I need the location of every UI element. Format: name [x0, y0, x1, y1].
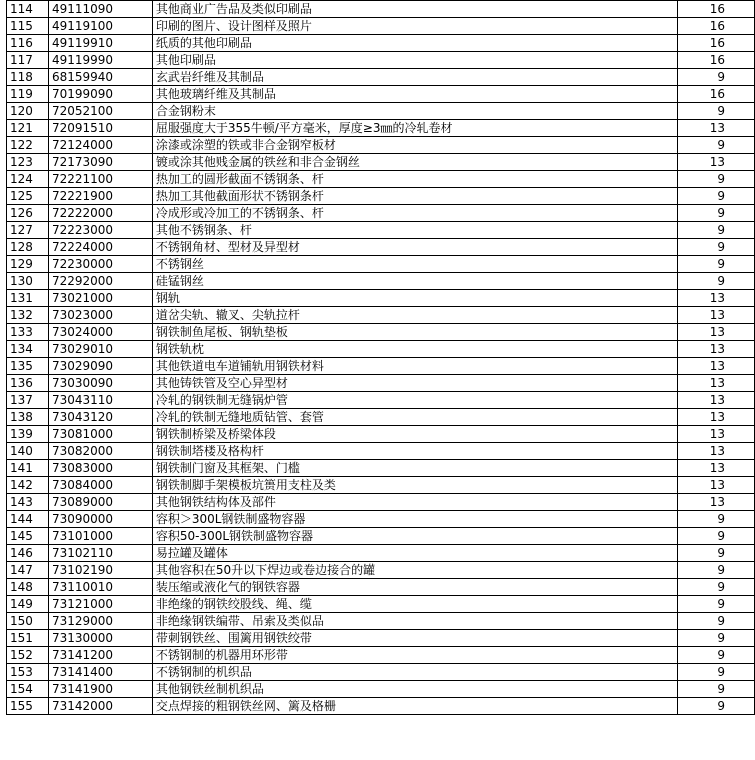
- table-row: [7, 375, 755, 392]
- rate-cell[interactable]: 9: [678, 664, 755, 681]
- hs-code-cell[interactable]: 73129000: [48, 613, 152, 630]
- rate-cell[interactable]: 16: [678, 86, 755, 103]
- rate-cell[interactable]: 13: [678, 341, 755, 358]
- rate-cell[interactable]: 9: [678, 222, 755, 239]
- table-row: [7, 528, 755, 545]
- hs-code-cell[interactable]: 73043110: [48, 392, 152, 409]
- rate-cell[interactable]: 13: [678, 426, 755, 443]
- row-number-cell[interactable]: 142: [7, 477, 49, 494]
- table-row: [7, 324, 755, 341]
- rate-cell[interactable]: 9: [678, 681, 755, 698]
- row-number-cell[interactable]: 131: [7, 290, 49, 307]
- row-number-cell[interactable]: 118: [7, 69, 49, 86]
- table-row: [7, 154, 755, 171]
- table-row: [7, 307, 755, 324]
- hs-code-cell[interactable]: 73090000: [48, 511, 152, 528]
- product-name-cell[interactable]: 冷轧的钢铁制无缝锅炉管: [152, 392, 677, 409]
- hs-code-cell[interactable]: 73029090: [48, 358, 152, 375]
- hs-code-cell[interactable]: 72224000: [48, 239, 152, 256]
- hs-code-cell[interactable]: 73081000: [48, 426, 152, 443]
- rate-cell[interactable]: 9: [678, 69, 755, 86]
- row-number-cell[interactable]: 149: [7, 596, 49, 613]
- product-name-cell[interactable]: 带刺钢铁丝、围篱用钢铁绞带: [152, 630, 677, 647]
- product-name-cell[interactable]: 合金钢粉末: [152, 103, 677, 120]
- rate-cell[interactable]: 9: [678, 273, 755, 290]
- product-name-cell[interactable]: 道岔尖轨、辙叉、尖轨拉杆: [152, 307, 677, 324]
- table-row: [7, 18, 755, 35]
- hs-code-cell[interactable]: 72230000: [48, 256, 152, 273]
- product-name-cell[interactable]: 不锈钢制的机器用环形带: [152, 647, 677, 664]
- row-number-cell[interactable]: 115: [7, 18, 49, 35]
- hs-code-cell[interactable]: 72173090: [48, 154, 152, 171]
- hs-code-cell[interactable]: 73084000: [48, 477, 152, 494]
- hs-code-cell[interactable]: 68159940: [48, 69, 152, 86]
- product-name-cell[interactable]: 钢轨: [152, 290, 677, 307]
- product-name-cell[interactable]: 不锈钢角材、型材及异型材: [152, 239, 677, 256]
- table-row: [7, 681, 755, 698]
- rate-cell[interactable]: 9: [678, 545, 755, 562]
- product-name-cell[interactable]: 交点焊接的粗钢铁丝网、篱及格栅: [152, 698, 677, 715]
- hs-code-cell[interactable]: 72221900: [48, 188, 152, 205]
- rate-cell[interactable]: 13: [678, 375, 755, 392]
- table-row: [7, 494, 755, 511]
- product-name-cell[interactable]: 钢铁制门窗及其框架、门槛: [152, 460, 677, 477]
- table-row: [7, 188, 755, 205]
- hs-code-cell[interactable]: 73141900: [48, 681, 152, 698]
- rate-cell[interactable]: 13: [678, 324, 755, 341]
- hs-code-cell[interactable]: 49119990: [48, 52, 152, 69]
- product-name-cell[interactable]: 其他商业广告品及类似印刷品: [152, 1, 677, 18]
- row-number-cell[interactable]: 146: [7, 545, 49, 562]
- product-name-cell[interactable]: 钢铁轨枕: [152, 341, 677, 358]
- rate-cell[interactable]: 9: [678, 579, 755, 596]
- product-name-cell[interactable]: 屈服强度大于355牛顿/平方毫米，厚度≥3㎜的冷轧卷材: [152, 120, 677, 137]
- row-number-cell[interactable]: 123: [7, 154, 49, 171]
- row-number-cell[interactable]: 136: [7, 375, 49, 392]
- row-number-cell[interactable]: 125: [7, 188, 49, 205]
- rate-cell[interactable]: 9: [678, 630, 755, 647]
- rate-cell[interactable]: 9: [678, 137, 755, 154]
- row-number-cell[interactable]: 124: [7, 171, 49, 188]
- row-number-cell[interactable]: 134: [7, 341, 49, 358]
- rate-cell[interactable]: 13: [678, 290, 755, 307]
- hs-code-cell[interactable]: 73029010: [48, 341, 152, 358]
- product-name-cell[interactable]: 非绝缘钢铁编带、吊索及类似品: [152, 613, 677, 630]
- hs-code-cell[interactable]: 73030090: [48, 375, 152, 392]
- rate-cell[interactable]: 13: [678, 307, 755, 324]
- hs-code-cell[interactable]: 73082000: [48, 443, 152, 460]
- row-number-cell[interactable]: 148: [7, 579, 49, 596]
- hs-code-cell[interactable]: 73043120: [48, 409, 152, 426]
- row-number-cell[interactable]: 143: [7, 494, 49, 511]
- rate-cell[interactable]: 13: [678, 477, 755, 494]
- row-number-cell[interactable]: 155: [7, 698, 49, 715]
- hs-code-cell[interactable]: 49119100: [48, 18, 152, 35]
- table-row: [7, 120, 755, 137]
- product-name-cell[interactable]: 冷轧的铁制无缝地质钻管、套管: [152, 409, 677, 426]
- rate-cell[interactable]: 9: [678, 256, 755, 273]
- table-row: [7, 426, 755, 443]
- product-name-cell[interactable]: 其他容积在50升以下焊边或卷边接合的罐: [152, 562, 677, 579]
- table-row: [7, 69, 755, 86]
- rate-cell[interactable]: 9: [678, 528, 755, 545]
- row-number-cell[interactable]: 137: [7, 392, 49, 409]
- table-row: [7, 409, 755, 426]
- rate-cell[interactable]: 13: [678, 154, 755, 171]
- hs-code-cell[interactable]: 72124000: [48, 137, 152, 154]
- row-number-cell[interactable]: 154: [7, 681, 49, 698]
- product-name-cell[interactable]: 不锈钢制的机织品: [152, 664, 677, 681]
- row-number-cell[interactable]: 151: [7, 630, 49, 647]
- row-number-cell[interactable]: 152: [7, 647, 49, 664]
- tariff-table: [6, 0, 755, 715]
- hs-code-cell[interactable]: 73102190: [48, 562, 152, 579]
- rate-cell[interactable]: 16: [678, 18, 755, 35]
- product-name-cell[interactable]: 其他钢铁丝制机织品: [152, 681, 677, 698]
- product-name-cell[interactable]: 热加工其他截面形状不锈钢条杆: [152, 188, 677, 205]
- product-name-cell[interactable]: 容积＞300L钢铁制盛物容器: [152, 511, 677, 528]
- product-name-cell[interactable]: 不锈钢丝: [152, 256, 677, 273]
- table-row: [7, 358, 755, 375]
- rate-cell[interactable]: 9: [678, 613, 755, 630]
- table-row: [7, 256, 755, 273]
- table-row: [7, 171, 755, 188]
- row-number-cell[interactable]: 120: [7, 103, 49, 120]
- hs-code-cell[interactable]: 73101000: [48, 528, 152, 545]
- rate-cell[interactable]: 9: [678, 647, 755, 664]
- table-row: [7, 35, 755, 52]
- row-number-cell[interactable]: 132: [7, 307, 49, 324]
- rate-cell[interactable]: 9: [678, 596, 755, 613]
- table-row: [7, 222, 755, 239]
- table-row: [7, 511, 755, 528]
- rate-cell[interactable]: 16: [678, 35, 755, 52]
- table-row: [7, 562, 755, 579]
- table-row: [7, 86, 755, 103]
- product-name-cell[interactable]: 其他铸铁管及空心异型材: [152, 375, 677, 392]
- product-name-cell[interactable]: 纸质的其他印刷品: [152, 35, 677, 52]
- rate-cell[interactable]: 9: [678, 511, 755, 528]
- rate-cell[interactable]: 9: [678, 562, 755, 579]
- row-number-cell[interactable]: 126: [7, 205, 49, 222]
- row-number-cell[interactable]: 145: [7, 528, 49, 545]
- table-row: [7, 103, 755, 120]
- table-row: [7, 647, 755, 664]
- table-row: [7, 341, 755, 358]
- hs-code-cell[interactable]: 73024000: [48, 324, 152, 341]
- rate-cell[interactable]: 13: [678, 494, 755, 511]
- hs-code-cell[interactable]: 72223000: [48, 222, 152, 239]
- table-row: [7, 1, 755, 18]
- row-number-cell[interactable]: 114: [7, 1, 49, 18]
- row-number-cell[interactable]: 150: [7, 613, 49, 630]
- rate-cell[interactable]: 16: [678, 52, 755, 69]
- product-name-cell[interactable]: 镀或涂其他贱金属的铁丝和非合金钢丝: [152, 154, 677, 171]
- row-number-cell[interactable]: 127: [7, 222, 49, 239]
- table-row: [7, 52, 755, 69]
- product-name-cell[interactable]: 其他印刷品: [152, 52, 677, 69]
- product-name-cell[interactable]: 其他不锈钢条、杆: [152, 222, 677, 239]
- tariff-table-body: [7, 1, 755, 715]
- product-name-cell[interactable]: 钢铁制鱼尾板、钢轨垫板: [152, 324, 677, 341]
- table-row: [7, 290, 755, 307]
- rate-cell[interactable]: 13: [678, 443, 755, 460]
- row-number-cell[interactable]: 122: [7, 137, 49, 154]
- table-row: [7, 392, 755, 409]
- hs-code-cell[interactable]: 73021000: [48, 290, 152, 307]
- hs-code-cell[interactable]: 73121000: [48, 596, 152, 613]
- rate-cell[interactable]: 9: [678, 171, 755, 188]
- table-row: [7, 443, 755, 460]
- hs-code-cell[interactable]: 73141200: [48, 647, 152, 664]
- hs-code-cell[interactable]: 73083000: [48, 460, 152, 477]
- product-name-cell[interactable]: 钢铁制脚手架模板坑篑用支柱及类: [152, 477, 677, 494]
- table-row: [7, 664, 755, 681]
- product-name-cell[interactable]: 其他铁道电车道铺轨用钢铁材料: [152, 358, 677, 375]
- hs-code-cell[interactable]: 72292000: [48, 273, 152, 290]
- table-row: [7, 273, 755, 290]
- product-name-cell[interactable]: 硅锰钢丝: [152, 273, 677, 290]
- rate-cell[interactable]: 9: [678, 205, 755, 222]
- product-name-cell[interactable]: 装压缩或液化气的钢铁容器: [152, 579, 677, 596]
- hs-code-cell[interactable]: 73141400: [48, 664, 152, 681]
- row-number-cell[interactable]: 129: [7, 256, 49, 273]
- hs-code-cell[interactable]: 73110010: [48, 579, 152, 596]
- rate-cell[interactable]: 9: [678, 103, 755, 120]
- table-row: [7, 630, 755, 647]
- hs-code-cell[interactable]: 70199090: [48, 86, 152, 103]
- product-name-cell[interactable]: 非绝缘的钢铁绞股线、绳、缆: [152, 596, 677, 613]
- hs-code-cell[interactable]: 73130000: [48, 630, 152, 647]
- hs-code-cell[interactable]: 73089000: [48, 494, 152, 511]
- rate-cell[interactable]: 13: [678, 120, 755, 137]
- row-number-cell[interactable]: 117: [7, 52, 49, 69]
- rate-cell[interactable]: 9: [678, 239, 755, 256]
- row-number-cell[interactable]: 133: [7, 324, 49, 341]
- table-row: [7, 205, 755, 222]
- rate-cell[interactable]: 16: [678, 1, 755, 18]
- hs-code-cell[interactable]: 73142000: [48, 698, 152, 715]
- table-row: [7, 477, 755, 494]
- table-row: [7, 137, 755, 154]
- row-number-cell[interactable]: 138: [7, 409, 49, 426]
- product-name-cell[interactable]: 玄武岩纤维及其制品: [152, 69, 677, 86]
- row-number-cell[interactable]: 130: [7, 273, 49, 290]
- product-name-cell[interactable]: 印刷的图片、设计图样及照片: [152, 18, 677, 35]
- hs-code-cell[interactable]: 72221100: [48, 171, 152, 188]
- hs-code-cell[interactable]: 72222000: [48, 205, 152, 222]
- product-name-cell[interactable]: 涂漆或涂塑的铁或非合金钢窄板材: [152, 137, 677, 154]
- rate-cell[interactable]: 13: [678, 409, 755, 426]
- product-name-cell[interactable]: 钢铁制桥梁及桥梁体段: [152, 426, 677, 443]
- product-name-cell[interactable]: 其他钢铁结构体及部件: [152, 494, 677, 511]
- table-row: [7, 698, 755, 715]
- product-name-cell[interactable]: 易拉罐及罐体: [152, 545, 677, 562]
- rate-cell[interactable]: 9: [678, 698, 755, 715]
- row-number-cell[interactable]: 119: [7, 86, 49, 103]
- product-name-cell[interactable]: 容积50-300L钢铁制盛物容器: [152, 528, 677, 545]
- hs-code-cell[interactable]: 73102110: [48, 545, 152, 562]
- table-row: [7, 239, 755, 256]
- product-name-cell[interactable]: 冷成形或冷加工的不锈钢条、杆: [152, 205, 677, 222]
- hs-code-cell[interactable]: 49111090: [48, 1, 152, 18]
- rate-cell[interactable]: 9: [678, 188, 755, 205]
- table-row: [7, 579, 755, 596]
- hs-code-cell[interactable]: 49119910: [48, 35, 152, 52]
- hs-code-cell[interactable]: 72091510: [48, 120, 152, 137]
- row-number-cell[interactable]: 140: [7, 443, 49, 460]
- rate-cell[interactable]: 13: [678, 460, 755, 477]
- row-number-cell[interactable]: 128: [7, 239, 49, 256]
- row-number-cell[interactable]: 116: [7, 35, 49, 52]
- row-number-cell[interactable]: 121: [7, 120, 49, 137]
- row-number-cell[interactable]: 141: [7, 460, 49, 477]
- product-name-cell[interactable]: 钢铁制塔楼及格构杆: [152, 443, 677, 460]
- row-number-cell[interactable]: 139: [7, 426, 49, 443]
- hs-code-cell[interactable]: 73023000: [48, 307, 152, 324]
- row-number-cell[interactable]: 135: [7, 358, 49, 375]
- product-name-cell[interactable]: 其他玻璃纤维及其制品: [152, 86, 677, 103]
- row-number-cell[interactable]: 153: [7, 664, 49, 681]
- table-row: [7, 460, 755, 477]
- table-row: [7, 613, 755, 630]
- rate-cell[interactable]: 13: [678, 358, 755, 375]
- row-number-cell[interactable]: 147: [7, 562, 49, 579]
- table-row: [7, 596, 755, 613]
- hs-code-cell[interactable]: 72052100: [48, 103, 152, 120]
- row-number-cell[interactable]: 144: [7, 511, 49, 528]
- product-name-cell[interactable]: 热加工的圆形截面不锈钢条、杆: [152, 171, 677, 188]
- table-row: [7, 545, 755, 562]
- rate-cell[interactable]: 13: [678, 392, 755, 409]
